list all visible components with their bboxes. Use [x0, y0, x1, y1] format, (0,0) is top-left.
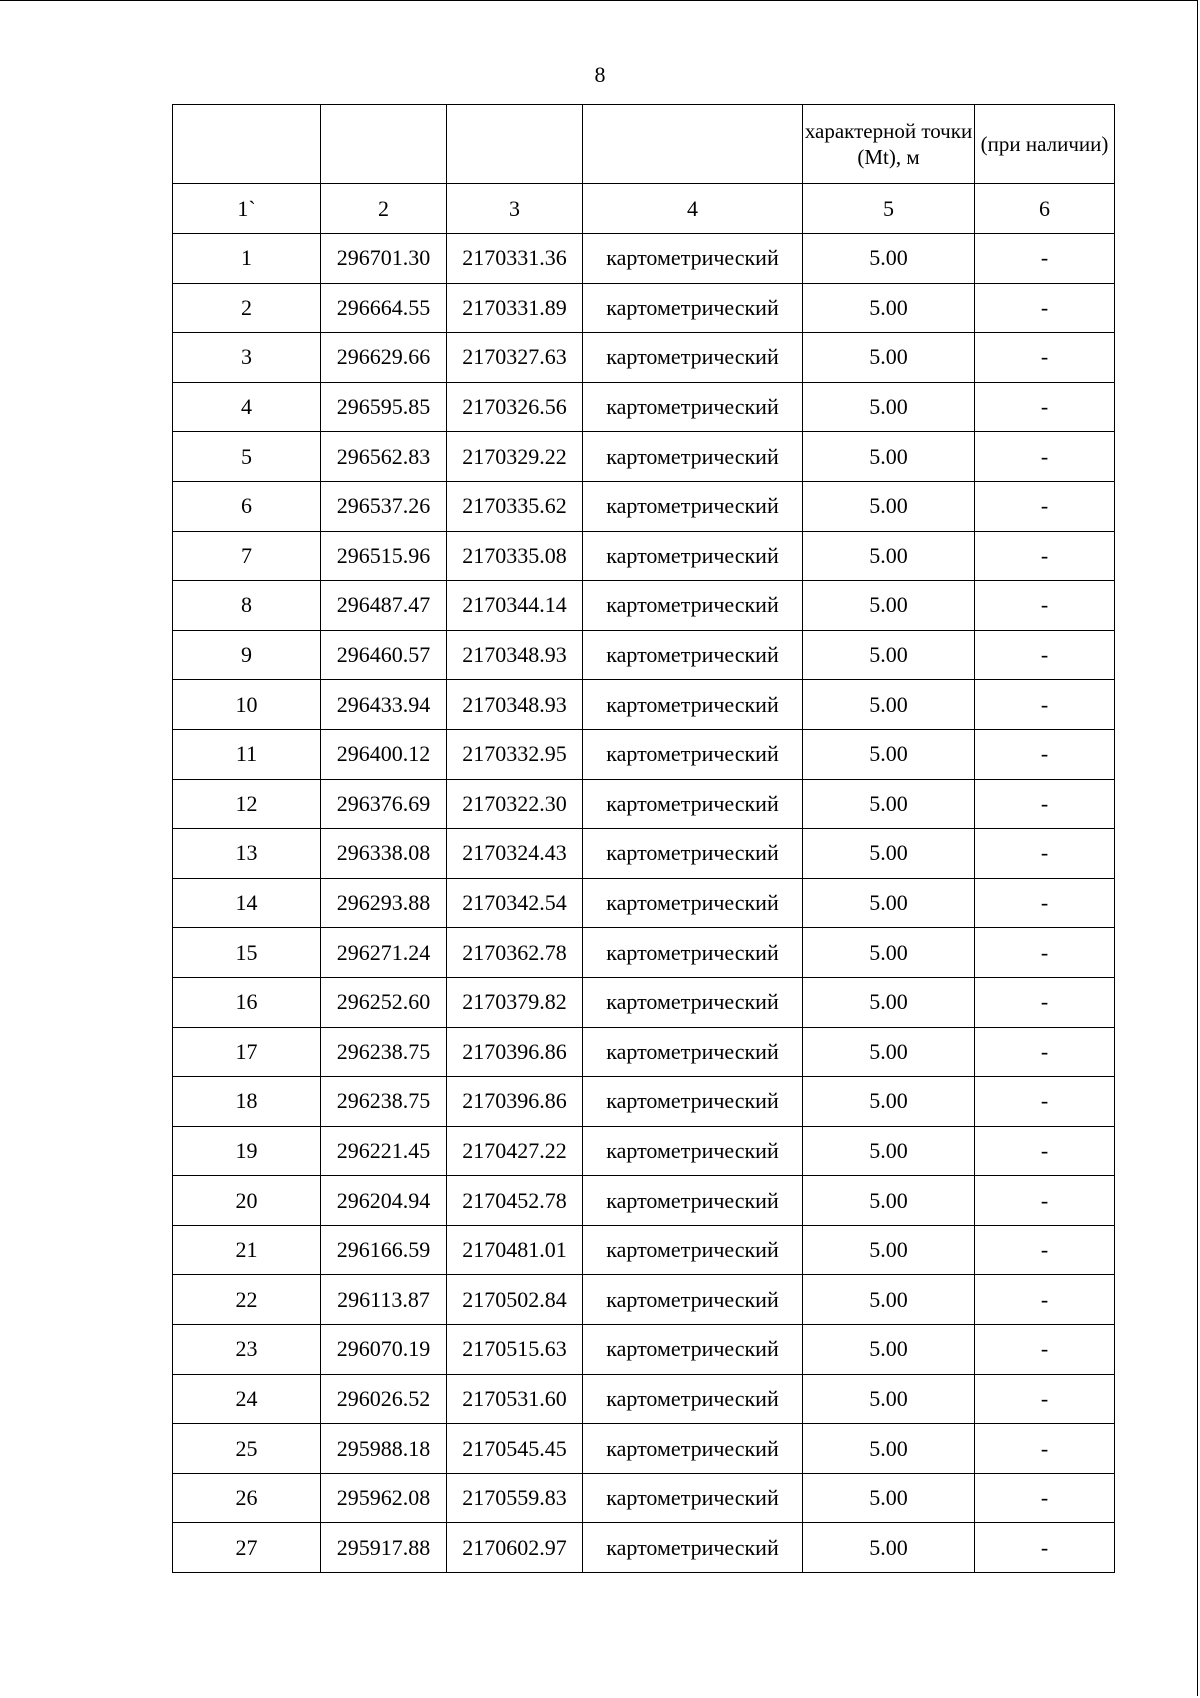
column-number: 5	[803, 184, 975, 234]
note-cell: -	[975, 680, 1115, 730]
method-cell: картометрический	[583, 1225, 803, 1275]
point-number-cell: 24	[173, 1374, 321, 1424]
note-cell: -	[975, 878, 1115, 928]
point-number-cell: 9	[173, 630, 321, 680]
y-coordinate-cell: 2170327.63	[447, 333, 583, 383]
table-row	[173, 630, 1115, 680]
point-number-cell: 10	[173, 680, 321, 730]
table-row	[173, 779, 1115, 829]
x-coordinate-cell: 296338.08	[321, 829, 447, 879]
accuracy-cell: 5.00	[803, 283, 975, 333]
point-number-cell: 12	[173, 779, 321, 829]
accuracy-cell: 5.00	[803, 729, 975, 779]
table-row	[173, 729, 1115, 779]
x-coordinate-cell: 296026.52	[321, 1374, 447, 1424]
note-cell: -	[975, 928, 1115, 978]
point-number-cell: 4	[173, 382, 321, 432]
method-cell: картометрический	[583, 1325, 803, 1375]
note-cell: -	[975, 829, 1115, 879]
accuracy-cell: 5.00	[803, 1374, 975, 1424]
y-coordinate-cell: 2170559.83	[447, 1473, 583, 1523]
x-coordinate-cell: 296293.88	[321, 878, 447, 928]
header-cell-6: (при наличии)	[975, 105, 1115, 184]
note-cell: -	[975, 382, 1115, 432]
header-cell-1	[173, 105, 321, 184]
method-cell: картометрический	[583, 333, 803, 383]
accuracy-cell: 5.00	[803, 878, 975, 928]
note-cell: -	[975, 779, 1115, 829]
x-coordinate-cell: 296271.24	[321, 928, 447, 978]
table-row	[173, 680, 1115, 730]
point-number-cell: 11	[173, 729, 321, 779]
y-coordinate-cell: 2170348.93	[447, 680, 583, 730]
accuracy-cell: 5.00	[803, 382, 975, 432]
x-coordinate-cell: 296204.94	[321, 1176, 447, 1226]
table-row	[173, 581, 1115, 631]
accuracy-cell: 5.00	[803, 630, 975, 680]
x-coordinate-cell: 296562.83	[321, 432, 447, 482]
accuracy-cell: 5.00	[803, 531, 975, 581]
y-coordinate-cell: 2170329.22	[447, 432, 583, 482]
note-cell: -	[975, 1176, 1115, 1226]
method-cell: картометрический	[583, 630, 803, 680]
method-cell: картометрический	[583, 382, 803, 432]
point-number-cell: 16	[173, 977, 321, 1027]
accuracy-cell: 5.00	[803, 1473, 975, 1523]
note-cell: -	[975, 234, 1115, 284]
y-coordinate-cell: 2170502.84	[447, 1275, 583, 1325]
x-coordinate-cell: 296400.12	[321, 729, 447, 779]
accuracy-cell: 5.00	[803, 1225, 975, 1275]
page-number: 8	[594, 62, 606, 87]
method-cell: картометрический	[583, 234, 803, 284]
method-cell: картометрический	[583, 1275, 803, 1325]
y-coordinate-cell: 2170379.82	[447, 977, 583, 1027]
table-row	[173, 333, 1115, 383]
column-number: 6	[975, 184, 1115, 234]
accuracy-cell: 5.00	[803, 1077, 975, 1127]
header-cell-5: характерной точки (Mt), м	[803, 105, 975, 184]
table-row	[173, 481, 1115, 531]
x-coordinate-cell: 296166.59	[321, 1225, 447, 1275]
y-coordinate-cell: 2170344.14	[447, 581, 583, 631]
point-number-cell: 8	[173, 581, 321, 631]
x-coordinate-cell: 296113.87	[321, 1275, 447, 1325]
x-coordinate-cell: 295962.08	[321, 1473, 447, 1523]
point-number-cell: 1	[173, 234, 321, 284]
accuracy-cell: 5.00	[803, 481, 975, 531]
point-number-cell: 2	[173, 283, 321, 333]
table-row	[173, 829, 1115, 879]
column-number: 3	[447, 184, 583, 234]
table-row	[173, 977, 1115, 1027]
method-cell: картометрический	[583, 779, 803, 829]
accuracy-cell: 5.00	[803, 1027, 975, 1077]
x-coordinate-cell: 296460.57	[321, 630, 447, 680]
y-coordinate-cell: 2170324.43	[447, 829, 583, 879]
table-header-row	[173, 105, 1115, 184]
x-coordinate-cell: 296629.66	[321, 333, 447, 383]
method-cell: картометрический	[583, 283, 803, 333]
x-coordinate-cell: 296487.47	[321, 581, 447, 631]
y-coordinate-cell: 2170335.08	[447, 531, 583, 581]
note-cell: -	[975, 1077, 1115, 1127]
method-cell: картометрический	[583, 729, 803, 779]
method-cell: картометрический	[583, 1077, 803, 1127]
method-cell: картометрический	[583, 1424, 803, 1474]
method-cell: картометрический	[583, 481, 803, 531]
table-row	[173, 1473, 1115, 1523]
table-row	[173, 1225, 1115, 1275]
note-cell: -	[975, 531, 1115, 581]
method-cell: картометрический	[583, 1027, 803, 1077]
y-coordinate-cell: 2170322.30	[447, 779, 583, 829]
table-row	[173, 531, 1115, 581]
x-coordinate-cell: 296221.45	[321, 1126, 447, 1176]
y-coordinate-cell: 2170452.78	[447, 1176, 583, 1226]
y-coordinate-cell: 2170362.78	[447, 928, 583, 978]
note-cell: -	[975, 977, 1115, 1027]
note-cell: -	[975, 630, 1115, 680]
accuracy-cell: 5.00	[803, 234, 975, 284]
table-row	[173, 928, 1115, 978]
point-number-cell: 19	[173, 1126, 321, 1176]
point-number-cell: 15	[173, 928, 321, 978]
y-coordinate-cell: 2170396.86	[447, 1027, 583, 1077]
accuracy-cell: 5.00	[803, 1325, 975, 1375]
point-number-cell: 14	[173, 878, 321, 928]
header-cell-3	[447, 105, 583, 184]
method-cell: картометрический	[583, 977, 803, 1027]
y-coordinate-cell: 2170545.45	[447, 1424, 583, 1474]
y-coordinate-cell: 2170396.86	[447, 1077, 583, 1127]
table-row	[173, 382, 1115, 432]
method-cell: картометрический	[583, 531, 803, 581]
accuracy-cell: 5.00	[803, 1424, 975, 1474]
point-number-cell: 18	[173, 1077, 321, 1127]
column-number: 2	[321, 184, 447, 234]
point-number-cell: 13	[173, 829, 321, 879]
note-cell: -	[975, 333, 1115, 383]
point-number-cell: 5	[173, 432, 321, 482]
method-cell: картометрический	[583, 1523, 803, 1573]
accuracy-cell: 5.00	[803, 333, 975, 383]
point-number-cell: 6	[173, 481, 321, 531]
x-coordinate-cell: 296595.85	[321, 382, 447, 432]
x-coordinate-cell: 296433.94	[321, 680, 447, 730]
accuracy-cell: 5.00	[803, 977, 975, 1027]
note-cell: -	[975, 1325, 1115, 1375]
accuracy-cell: 5.00	[803, 581, 975, 631]
point-number-cell: 7	[173, 531, 321, 581]
y-coordinate-cell: 2170348.93	[447, 630, 583, 680]
method-cell: картометрический	[583, 829, 803, 879]
accuracy-cell: 5.00	[803, 779, 975, 829]
x-coordinate-cell: 295917.88	[321, 1523, 447, 1573]
note-cell: -	[975, 1027, 1115, 1077]
point-number-cell: 20	[173, 1176, 321, 1226]
method-cell: картометрический	[583, 878, 803, 928]
method-cell: картометрический	[583, 928, 803, 978]
point-number-cell: 17	[173, 1027, 321, 1077]
y-coordinate-cell: 2170335.62	[447, 481, 583, 531]
y-coordinate-cell: 2170331.89	[447, 283, 583, 333]
y-coordinate-cell: 2170332.95	[447, 729, 583, 779]
x-coordinate-cell: 295988.18	[321, 1424, 447, 1474]
point-number-cell: 23	[173, 1325, 321, 1375]
method-cell: картометрический	[583, 1126, 803, 1176]
column-number: 4	[583, 184, 803, 234]
x-coordinate-cell: 296537.26	[321, 481, 447, 531]
header-cell-2	[321, 105, 447, 184]
table-row	[173, 878, 1115, 928]
note-cell: -	[975, 1126, 1115, 1176]
table-row	[173, 1077, 1115, 1127]
x-coordinate-cell: 296664.55	[321, 283, 447, 333]
x-coordinate-cell: 296070.19	[321, 1325, 447, 1375]
method-cell: картометрический	[583, 680, 803, 730]
accuracy-cell: 5.00	[803, 928, 975, 978]
accuracy-cell: 5.00	[803, 1523, 975, 1573]
note-cell: -	[975, 1523, 1115, 1573]
note-cell: -	[975, 581, 1115, 631]
method-cell: картометрический	[583, 1473, 803, 1523]
table-row	[173, 1374, 1115, 1424]
accuracy-cell: 5.00	[803, 829, 975, 879]
accuracy-cell: 5.00	[803, 1126, 975, 1176]
note-cell: -	[975, 1374, 1115, 1424]
note-cell: -	[975, 729, 1115, 779]
y-coordinate-cell: 2170515.63	[447, 1325, 583, 1375]
accuracy-cell: 5.00	[803, 680, 975, 730]
x-coordinate-cell: 296252.60	[321, 977, 447, 1027]
point-number-cell: 25	[173, 1424, 321, 1474]
table-row	[173, 1275, 1115, 1325]
y-coordinate-cell: 2170427.22	[447, 1126, 583, 1176]
accuracy-cell: 5.00	[803, 1275, 975, 1325]
note-cell: -	[975, 1275, 1115, 1325]
column-numbers-row	[173, 184, 1115, 234]
table-row	[173, 1176, 1115, 1226]
method-cell: картометрический	[583, 432, 803, 482]
coordinates-table	[172, 104, 1115, 1573]
point-number-cell: 27	[173, 1523, 321, 1573]
note-cell: -	[975, 283, 1115, 333]
y-coordinate-cell: 2170342.54	[447, 878, 583, 928]
note-cell: -	[975, 481, 1115, 531]
accuracy-cell: 5.00	[803, 1176, 975, 1226]
method-cell: картометрический	[583, 1176, 803, 1226]
x-coordinate-cell: 296238.75	[321, 1077, 447, 1127]
point-number-cell: 26	[173, 1473, 321, 1523]
method-cell: картометрический	[583, 581, 803, 631]
column-number: 1`	[173, 184, 321, 234]
header-cell-4	[583, 105, 803, 184]
point-number-cell: 21	[173, 1225, 321, 1275]
method-cell: картометрический	[583, 1374, 803, 1424]
note-cell: -	[975, 1473, 1115, 1523]
note-cell: -	[975, 1424, 1115, 1474]
x-coordinate-cell: 296376.69	[321, 779, 447, 829]
table-row	[173, 283, 1115, 333]
point-number-cell: 3	[173, 333, 321, 383]
table-row	[173, 1424, 1115, 1474]
x-coordinate-cell: 296238.75	[321, 1027, 447, 1077]
y-coordinate-cell: 2170531.60	[447, 1374, 583, 1424]
table-row	[173, 234, 1115, 284]
y-coordinate-cell: 2170481.01	[447, 1225, 583, 1275]
accuracy-cell: 5.00	[803, 432, 975, 482]
table-row	[173, 1325, 1115, 1375]
table-row	[173, 432, 1115, 482]
x-coordinate-cell: 296515.96	[321, 531, 447, 581]
x-coordinate-cell: 296701.30	[321, 234, 447, 284]
note-cell: -	[975, 432, 1115, 482]
y-coordinate-cell: 2170331.36	[447, 234, 583, 284]
y-coordinate-cell: 2170326.56	[447, 382, 583, 432]
point-number-cell: 22	[173, 1275, 321, 1325]
table-row	[173, 1126, 1115, 1176]
y-coordinate-cell: 2170602.97	[447, 1523, 583, 1573]
table-row	[173, 1027, 1115, 1077]
table-row	[173, 1523, 1115, 1573]
note-cell: -	[975, 1225, 1115, 1275]
